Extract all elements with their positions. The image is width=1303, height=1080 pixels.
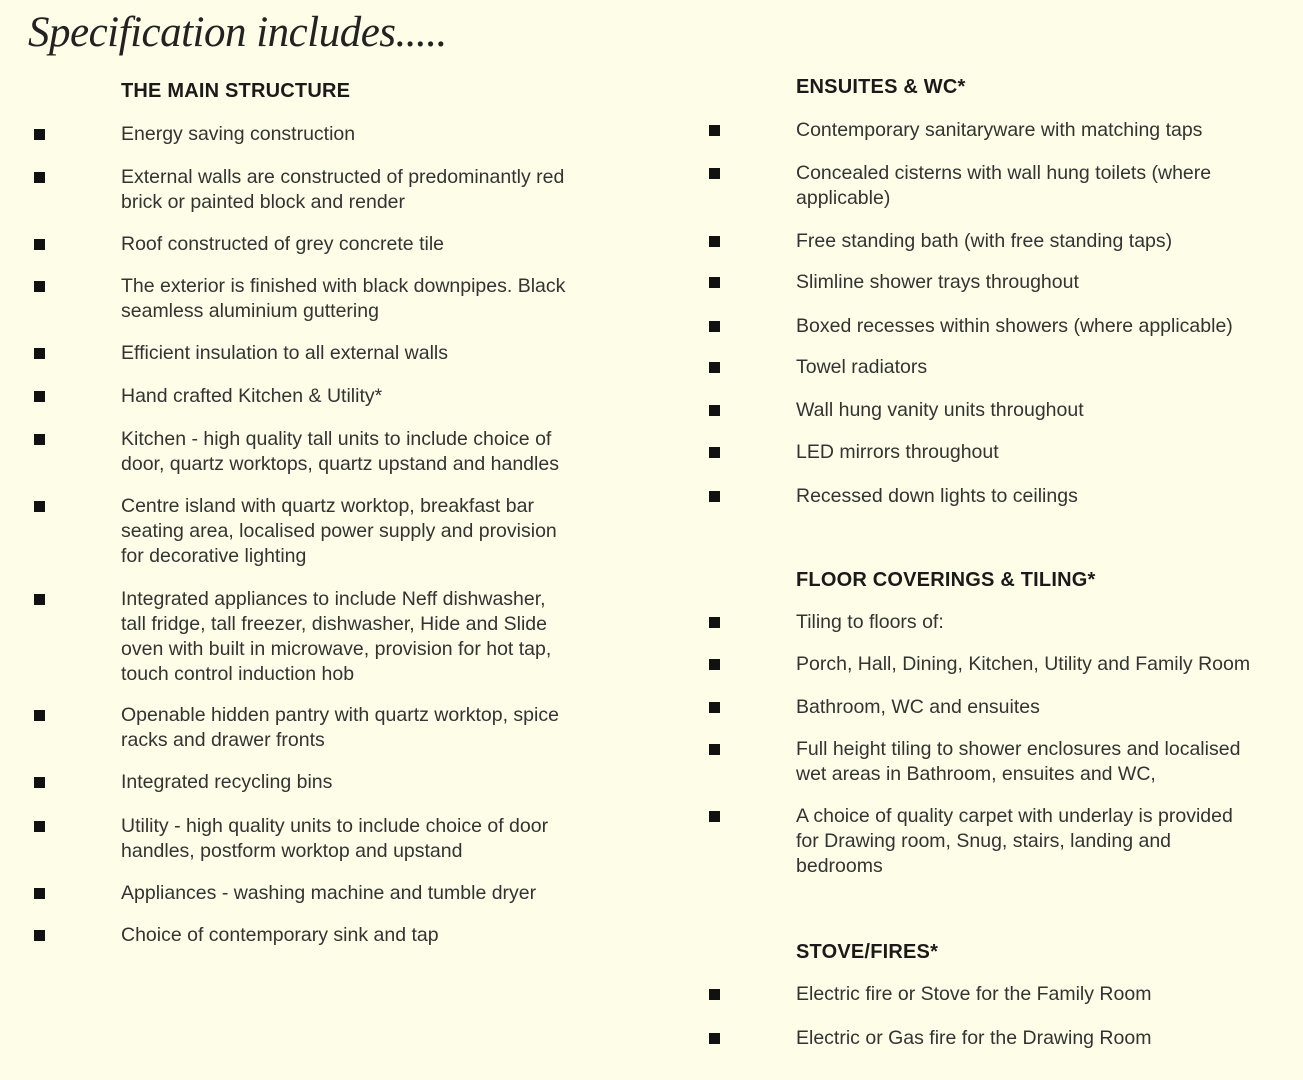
list-item-text: Kitchen - high quality tall units to include choice of xyxy=(121,428,552,450)
square-bullet-icon xyxy=(709,447,720,458)
square-bullet-icon xyxy=(34,710,45,721)
list-item-text: touch control induction hob xyxy=(121,663,355,685)
square-bullet-icon xyxy=(709,362,720,373)
square-bullet-icon xyxy=(709,321,720,332)
square-bullet-icon xyxy=(34,888,45,899)
list-item-text: Wall hung vanity units throughout xyxy=(796,399,1084,421)
square-bullet-icon xyxy=(709,491,720,502)
list-item-text: Appliances - washing machine and tumble dryer xyxy=(121,882,537,904)
list-item-text: for Drawing room, Snug, stairs, landing and xyxy=(796,830,1172,852)
list-item-text: handles, postform worktop and upstand xyxy=(121,840,463,862)
square-bullet-icon xyxy=(709,125,720,136)
page-title: Specification includes..... xyxy=(28,9,447,56)
list-item-text: Towel radiators xyxy=(796,356,928,378)
list-item-text: Roof constructed of grey concrete tile xyxy=(121,233,444,255)
list-item-text: Centre island with quartz worktop, breakfast bar xyxy=(121,495,534,517)
list-item-text: Utility - high quality units to include choice of door xyxy=(121,815,549,837)
square-bullet-icon xyxy=(709,1033,720,1044)
list-item-text: The exterior is finished with black downpipes. Black xyxy=(121,275,566,297)
list-item-text: brick or painted block and render xyxy=(121,191,405,213)
list-item-text: Integrated appliances to include Neff dishwasher, xyxy=(121,588,546,610)
list-item-text: Choice of contemporary sink and tap xyxy=(121,924,439,946)
square-bullet-icon xyxy=(34,434,45,445)
list-item-text: Free standing bath (with free standing taps) xyxy=(796,230,1173,252)
list-item-text: Integrated recycling bins xyxy=(121,771,333,793)
list-item-text: applicable) xyxy=(796,187,891,209)
square-bullet-icon xyxy=(34,594,45,605)
list-item-text: for decorative lighting xyxy=(121,545,307,567)
square-bullet-icon xyxy=(34,281,45,292)
square-bullet-icon xyxy=(34,777,45,788)
list-item-text: tall fridge, tall freezer, dishwasher, Hide and Slide xyxy=(121,613,547,635)
list-item-text: Electric fire or Stove for the Family Room xyxy=(796,983,1152,1005)
list-item-text: Tiling to floors of: xyxy=(796,611,944,633)
list-item-text: Contemporary sanitaryware with matching taps xyxy=(796,119,1203,141)
list-item-text: Recessed down lights to ceilings xyxy=(796,485,1078,507)
square-bullet-icon xyxy=(34,239,45,250)
list-item-text: Openable hidden pantry with quartz worktop, spice xyxy=(121,704,559,726)
section-heading: ENSUITES & WC* xyxy=(796,76,966,98)
list-item-text: seamless aluminium guttering xyxy=(121,300,379,322)
list-item-text: racks and drawer fronts xyxy=(121,729,325,751)
square-bullet-icon xyxy=(709,617,720,628)
square-bullet-icon xyxy=(709,811,720,822)
list-item-text: Porch, Hall, Dining, Kitchen, Utility and Family Room xyxy=(796,653,1251,675)
list-item-text: LED mirrors throughout xyxy=(796,441,999,463)
list-item-text: bedrooms xyxy=(796,855,883,877)
list-item-text: door, quartz worktops, quartz upstand and handles xyxy=(121,453,559,475)
list-item-text: oven with built in microwave, provision for hot tap, xyxy=(121,638,552,660)
list-item-text: Bathroom, WC and ensuites xyxy=(796,696,1040,718)
square-bullet-icon xyxy=(709,744,720,755)
square-bullet-icon xyxy=(709,168,720,179)
square-bullet-icon xyxy=(709,989,720,1000)
square-bullet-icon xyxy=(34,501,45,512)
list-item-text: seating area, localised power supply and provision xyxy=(121,520,557,542)
section-heading: FLOOR COVERINGS & TILING* xyxy=(796,569,1096,591)
square-bullet-icon xyxy=(709,236,720,247)
list-item-text: Concealed cisterns with wall hung toilets (where xyxy=(796,162,1212,184)
square-bullet-icon xyxy=(709,277,720,288)
section-heading: THE MAIN STRUCTURE xyxy=(121,80,351,102)
list-item-text: A choice of quality carpet with underlay is provided xyxy=(796,805,1233,827)
list-item-text: External walls are constructed of predominantly red xyxy=(121,166,565,188)
square-bullet-icon xyxy=(34,172,45,183)
list-item-text: Electric or Gas fire for the Drawing Room xyxy=(796,1027,1152,1049)
square-bullet-icon xyxy=(34,348,45,359)
list-item-text: Efficient insulation to all external walls xyxy=(121,342,448,364)
section-heading: STOVE/FIRES* xyxy=(796,941,939,963)
square-bullet-icon xyxy=(34,129,45,140)
list-item-text: wet areas in Bathroom, ensuites and WC, xyxy=(796,763,1156,785)
list-item-text: Slimline shower trays throughout xyxy=(796,271,1079,293)
list-item-text: Energy saving construction xyxy=(121,123,356,145)
square-bullet-icon xyxy=(34,821,45,832)
square-bullet-icon xyxy=(709,702,720,713)
square-bullet-icon xyxy=(709,659,720,670)
square-bullet-icon xyxy=(34,391,45,402)
list-item-text: Hand crafted Kitchen & Utility* xyxy=(121,385,383,407)
list-item-text: Full height tiling to shower enclosures and localised xyxy=(796,738,1241,760)
square-bullet-icon xyxy=(34,930,45,941)
square-bullet-icon xyxy=(709,405,720,416)
list-item-text: Boxed recesses within showers (where applicable) xyxy=(796,315,1233,337)
